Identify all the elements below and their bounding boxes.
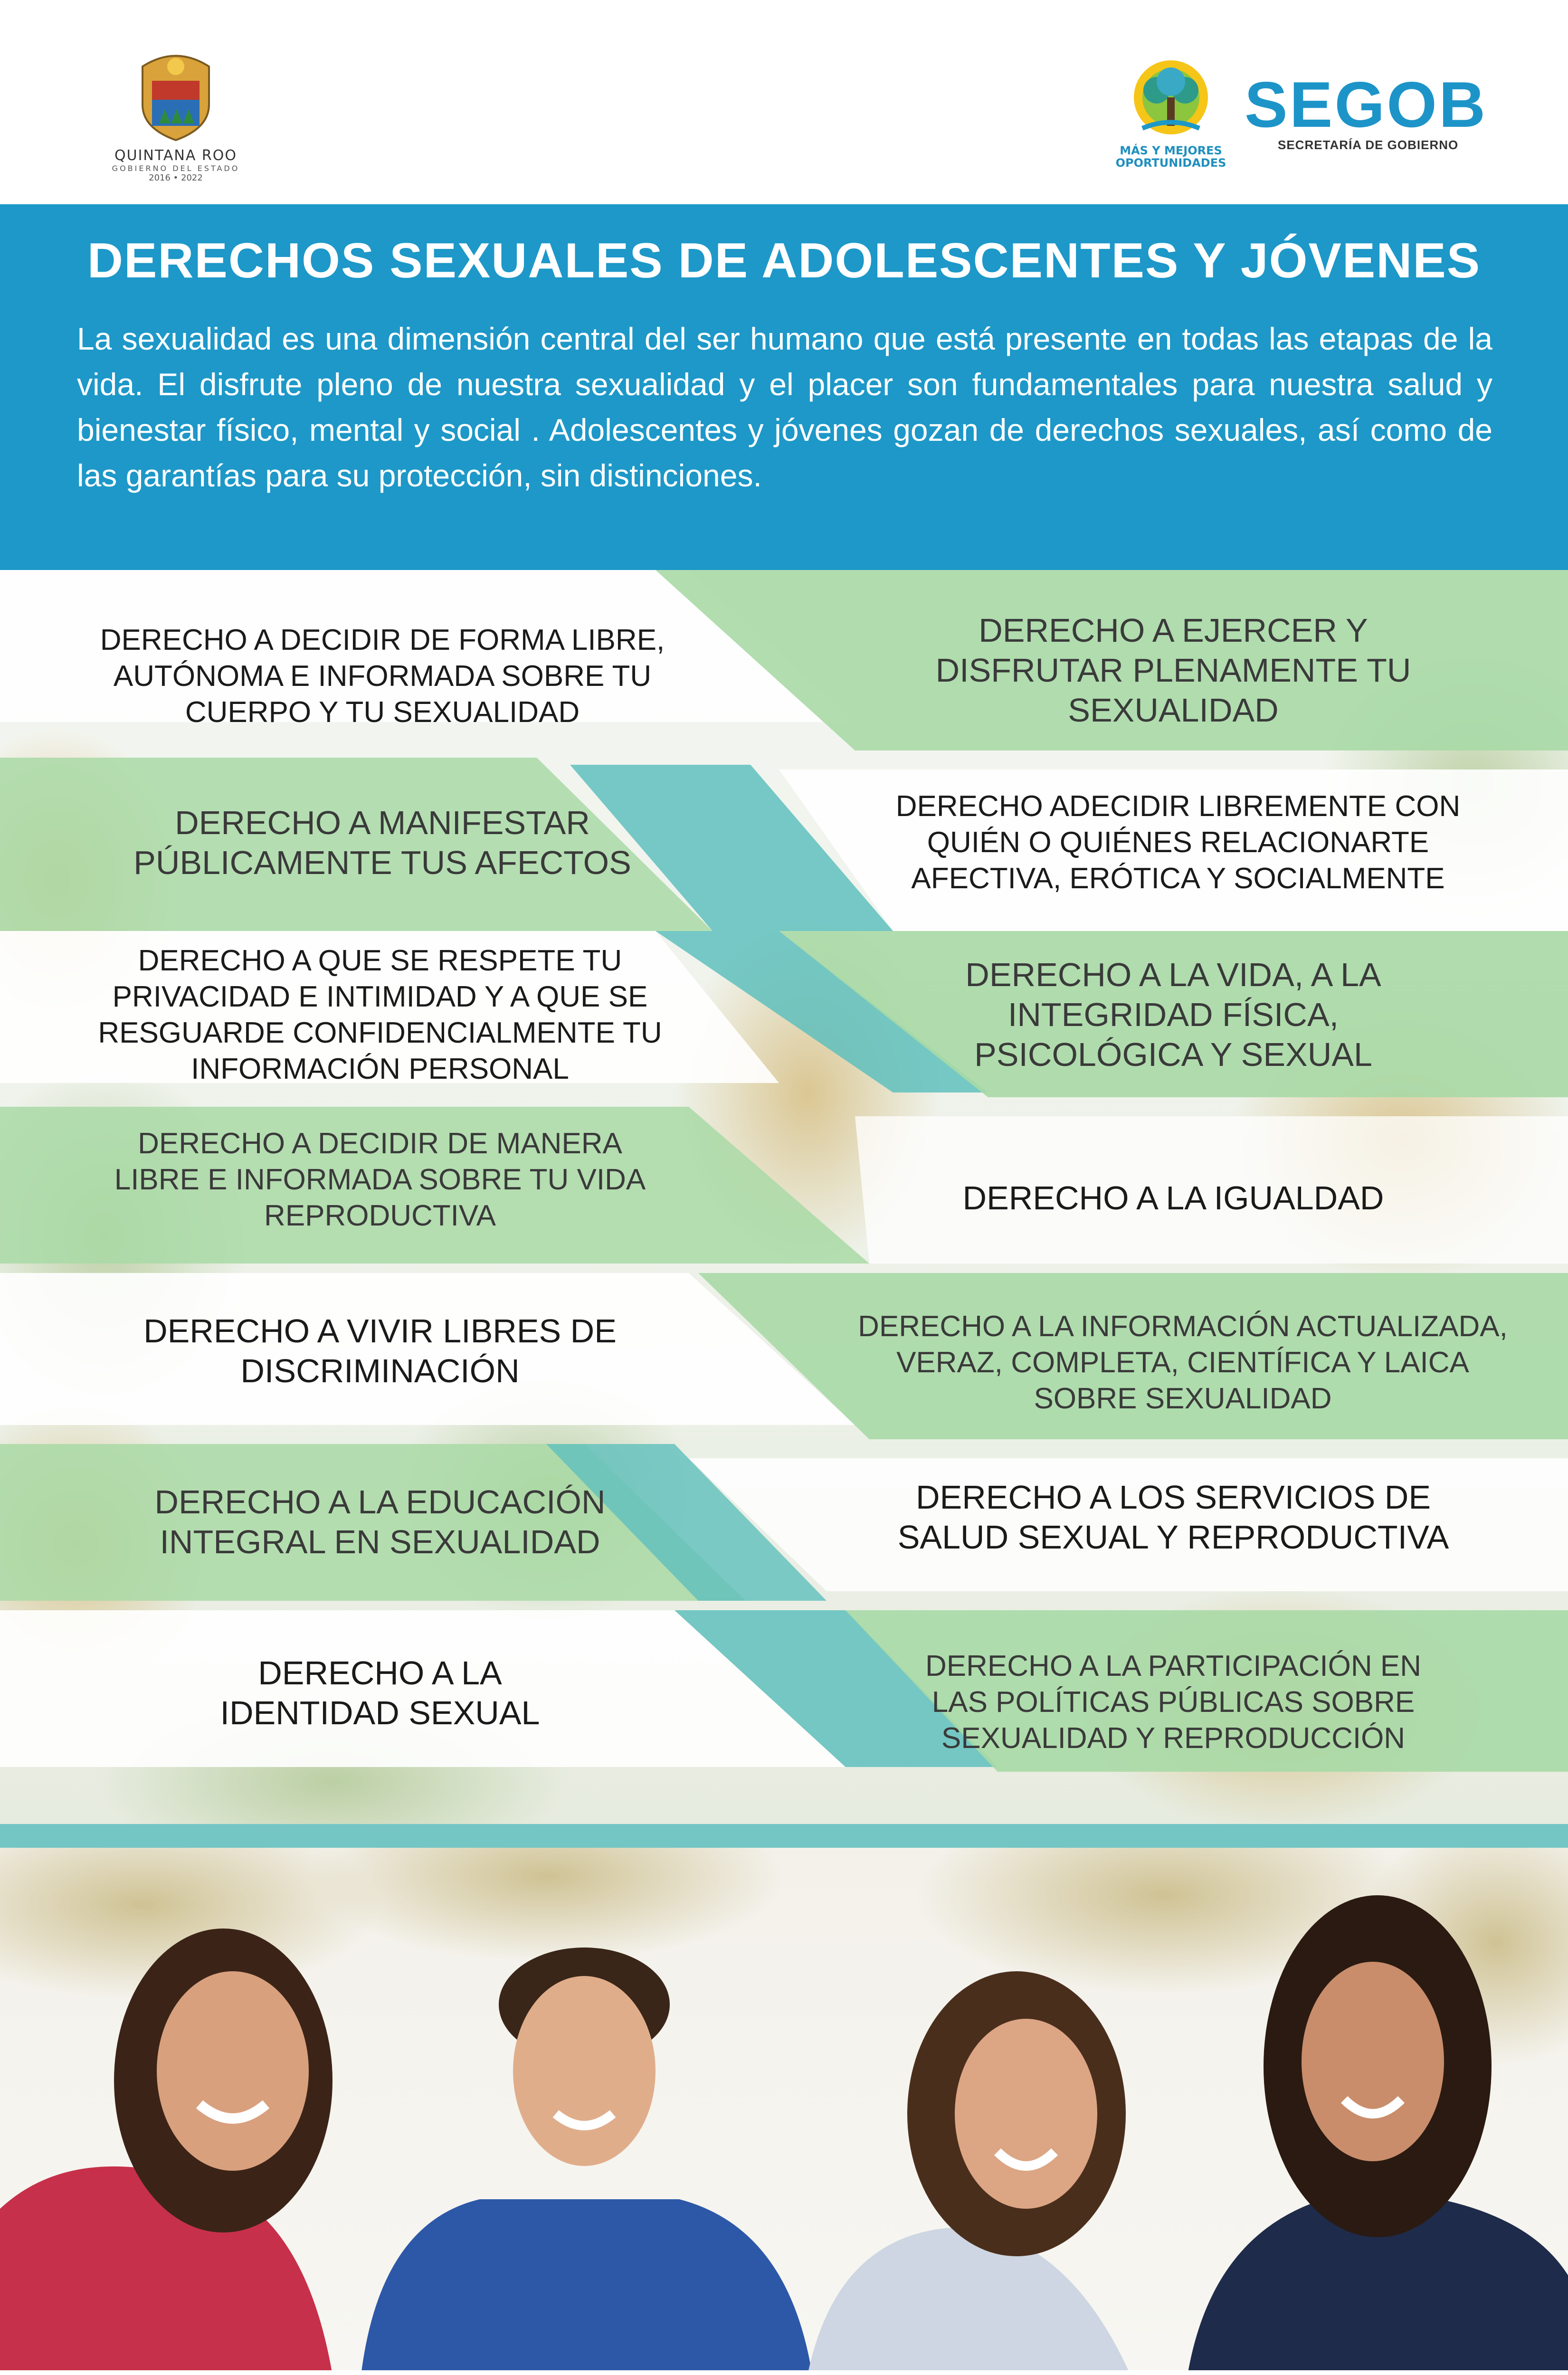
mas-oportunidades-logo xyxy=(1107,57,1235,180)
qroo-logo-line3: 2016 • 2022 xyxy=(149,173,203,183)
right-right-2: DERECHO ADECIDIR LIBREMENTE CON QUIÉN O QUIÉNES RELACIONARTE AFECTIVA, ERÓTICA Y SOCIALMENTE xyxy=(895,790,1461,895)
divider-bar xyxy=(0,1824,1568,1848)
intro-paragraph: La sexualidad es una dimensión central del ser humano que está presente en todas las etapas de la vida. El disfrute pleno de nuestra sexualidad y el placer son fundamentales para nuestra salud y bienestar físico, mental y social . Adolescentes y jóvenes gozan de derechos sexuales, así como de las garantías para su protección, sin distinciones. xyxy=(77,321,1492,493)
right-right-6: DERECHO A LOS SERVICIOS DE SALUD SEXUAL Y REPRODUCTIVA xyxy=(897,1479,1449,1556)
right-left-4: DERECHO A DECIDIR DE MANERA LIBRE E INFORMADA SOBRE TU VIDA REPRODUCTIVA xyxy=(114,1127,646,1232)
mas-logo-line1: MÁS Y MEJORES xyxy=(1120,144,1222,157)
qroo-logo-line2: GOBIERNO DEL ESTADO xyxy=(112,164,240,173)
page-title: DERECHOS SEXUALES DE ADOLESCENTES Y JÓVENES xyxy=(87,233,1481,288)
right-left-5: DERECHO A VIVIR LIBRES DE DISCRIMINACIÓN xyxy=(143,1312,617,1389)
right-right-4: DERECHO A LA IGUALDAD xyxy=(962,1179,1384,1216)
right-right-5: DERECHO A LA INFORMACIÓN ACTUALIZADA, VERAZ, COMPLETA, CIENTÍFICA Y LAICA SOBRE SEXUALIDAD xyxy=(858,1310,1508,1415)
segob-logo-name: SEGOB xyxy=(1245,68,1488,141)
right-left-1: DERECHO A DECIDIR DE FORMA LIBRE, AUTÓNOMA E INFORMADA SOBRE TU CUERPO Y TU SEXUALIDAD xyxy=(100,624,665,729)
right-left-6: DERECHO A LA EDUCACIÓN INTEGRAL EN SEXUALIDAD xyxy=(154,1483,606,1560)
group-photo xyxy=(0,1848,1568,2375)
right-right-1: DERECHO A EJERCER Y DISFRUTAR PLENAMENTE TU SEXUALIDAD xyxy=(935,612,1411,729)
qroo-logo-line1: QUINTANA ROO xyxy=(114,147,237,164)
state-shield-icon xyxy=(131,48,221,142)
right-left-2: DERECHO A MANIFESTAR PÚBLICAMENTE TUS AFECTOS xyxy=(133,804,631,881)
quintana-roo-logo xyxy=(90,48,261,200)
segob-logo-subtitle: SECRETARÍA DE GOBIERNO xyxy=(1278,138,1459,152)
right-left-3: DERECHO A QUE SE RESPETE TU PRIVACIDAD E INTIMIDAD Y A QUE SE RESGUARDE CONFIDENCIALMENTE TU INFORMACIÓN PERSONAL xyxy=(98,944,662,1085)
mas-logo-line2: OPORTUNIDADES xyxy=(1115,156,1226,170)
right-right-7: DERECHO A LA PARTICIPACIÓN EN LAS POLÍTICAS PÚBLICAS SOBRE SEXUALIDAD Y REPRODUCCIÓN xyxy=(925,1650,1421,1755)
right-right-3: DERECHO A LA VIDA, A LA INTEGRIDAD FÍSICA, PSICOLÓGICA Y SEXUAL xyxy=(965,956,1381,1073)
segob-logo xyxy=(1245,68,1492,166)
tree-icon xyxy=(1123,57,1218,142)
footer xyxy=(0,2370,1568,2375)
right-left-7: DERECHO A LA IDENTIDAD SEXUAL xyxy=(220,1654,540,1731)
